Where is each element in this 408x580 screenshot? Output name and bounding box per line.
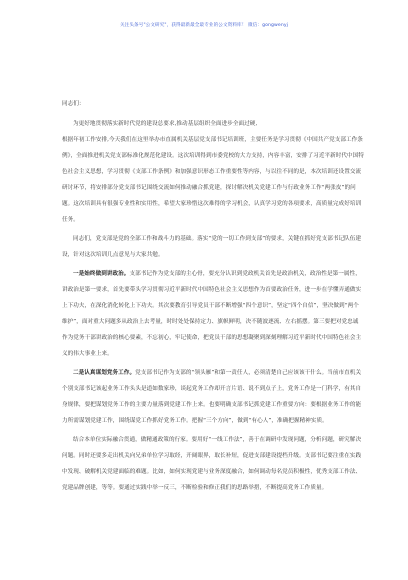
section-party-affairs <box>62 365 364 429</box>
section-politics <box>62 266 364 362</box>
paragraph-intro: 为更好地贯彻落实新时代党的建设总要求,推动基层组织全面进步全面过硬, <box>73 121 258 127</box>
heading-party-affairs: 二是认真谋划党务工作。 <box>73 370 136 376</box>
section-politics-body: 支部书记作为党支部的主心骨，要充分认识到党政机关首先是政治机关，政治性是第一属性，讲政治是第一要求，首先要带头学习贯彻习近平新时代中国特色社会主义思想作为首要政治任务，进一步在学懂弄通做实上下功夫，在深化消化转化上下功夫。其次要教育引导党员干部不断增强“四个意识”，坚定“四个自信”，坚决做到“两个维护”，面对重大问题多从政治上去考量，时时处处保持定力、旗帜鲜明，决不随波逐流、左右摇摆。第三要把对党忠诚作为党务干部讲政治的核心要素，不忘初心，牢记使命，把党员干部的思想凝聚到深刻理解习近平新时代中国特色社会主义的伟大事业上来。 <box>62 271 362 357</box>
document-body <box>62 96 364 496</box>
paragraph-training-purpose: 根据年初工作安排,今天我们在这里举办市直属机关基层党支部书记培训班，主要任务是学习贯彻《中国共产党支部工作条例》，全面推进机关党支部标准化规范化建设。这次培训得到市委党校的大力支持，内容丰富，安排了习近平新时代中国特色社会主义思想，学习贯彻《支部工作条例》和加强意识形态工作重要性等内容，与以往不同的是，本次培训还设置交流研讨环节，将安排部分党支部书记围绕交流如何推动融合抓党建，探讨解决机关党建工作与行政业务工作“两张皮”的问题。这次培训具有很强专业性和实用性，希望大家珍惜这次难得的学习机会，认真学习党的各项要求，高质量完成好培训任务。 <box>62 137 364 223</box>
promo-banner: 关注头条号"公文研究"，获得最新最全最专业的公文资料库！ 微信：gongwenyj <box>119 23 289 28</box>
salutation: 同志们： <box>62 101 85 107</box>
heading-politics: 一是始终做到讲政治。 <box>73 271 130 277</box>
section-party-affairs-body: 党支部书记作为支部的“领头雁”和第一责任人，必须清楚自己应该该干什么。当前市直机关个别支部书记该起业务工作头头是道如数家珍，谈起党务工作却开言片语、说不到点子上，党务工作是一门科学，有其自身规律，要把谋划党务工作的主要力量落到党建工作上来。也要明确支部书记抓党建工作重要方向：要根据业务工作的能力所需谋划党建工作，围绕谋党工作抓好党务工作。把握“三个方向”，做到“有心人”，准确把握精神实质。 <box>62 370 362 424</box>
paragraph-branch-foundation: 同志们，党支部是党的全部工作和战斗力的基础。落实“党的一切工作到支部”的要求，关键在抓好党支部书记队伍建设，针对这次培训几点意见与大家共勉。 <box>62 236 362 258</box>
paragraph-practice: 结合本单位实际融合贯通，做精通政策的行家。要用好“一线工作法”，善于在调研中发现问题，分析问题，研究解决问题。同时还要多走出机关向兄弟单位学习取经，开阔眼界，取长补短，促进支部建设提档升级。支部书记要注重在实践中发现、破解机关党建面临的难题。比如，如何实现党建与业务深度融合，如何调动每名党员积极性，优秀支部工作法、党建品牌创建，等等。要通过实践中举一反三，不断检验和修正我们的思路举措，不断提高党务工作质量。 <box>62 437 362 491</box>
